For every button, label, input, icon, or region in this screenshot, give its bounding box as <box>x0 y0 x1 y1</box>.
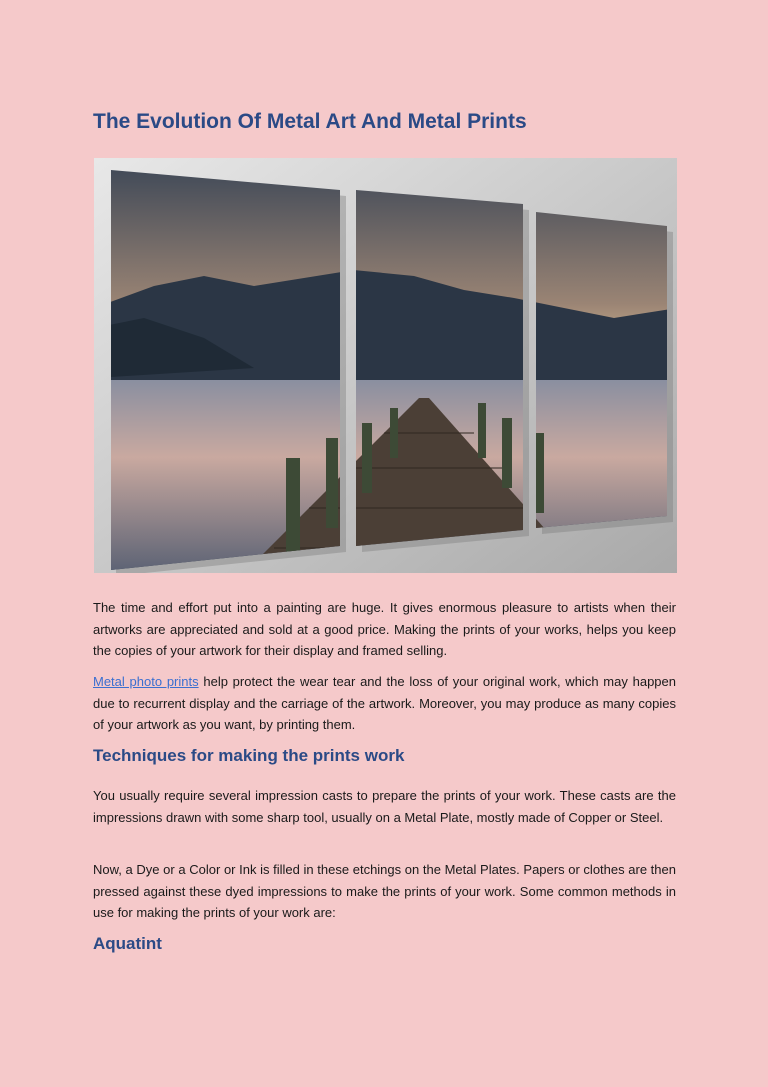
aquatint-heading: Aquatint <box>93 934 162 953</box>
metal-photo-prints-link[interactable]: Metal photo prints <box>93 674 199 689</box>
document-title: The Evolution Of Metal Art And Metal Prints <box>93 110 527 133</box>
metal-print-triptych-image <box>94 158 677 573</box>
dye-methods-paragraph: Now, a Dye or a Color or Ink is filled in these etchings on the Metal Plates. Papers or clothes are then pressed against these dyed impressions to make the prints of your work. Some common methods in use for making the prints of your work are: <box>93 862 676 920</box>
metal-prints-paragraph <box>93 671 676 736</box>
impression-casts-paragraph: You usually require several impression casts to prepare the prints of your work. These casts are the impressions drawn with some sharp tool, usually on a Metal Plate, mostly made of Copper or Steel. <box>93 788 676 825</box>
metal-prints-paragraph-text: help protect the wear tear and the loss of your original work, which may happen due to recurrent display and the carriage of the artwork. Moreover, you may produce as many copies of your artwork as you want, by printing them. <box>93 674 676 732</box>
techniques-heading: Techniques for making the prints work <box>93 746 405 765</box>
intro-paragraph: The time and effort put into a painting are huge. It gives enormous pleasure to artists when their artworks are appreciated and sold at a good price. Making the prints of your works, helps you keep the copies of your artwork for their display and framed selling. <box>93 600 676 658</box>
